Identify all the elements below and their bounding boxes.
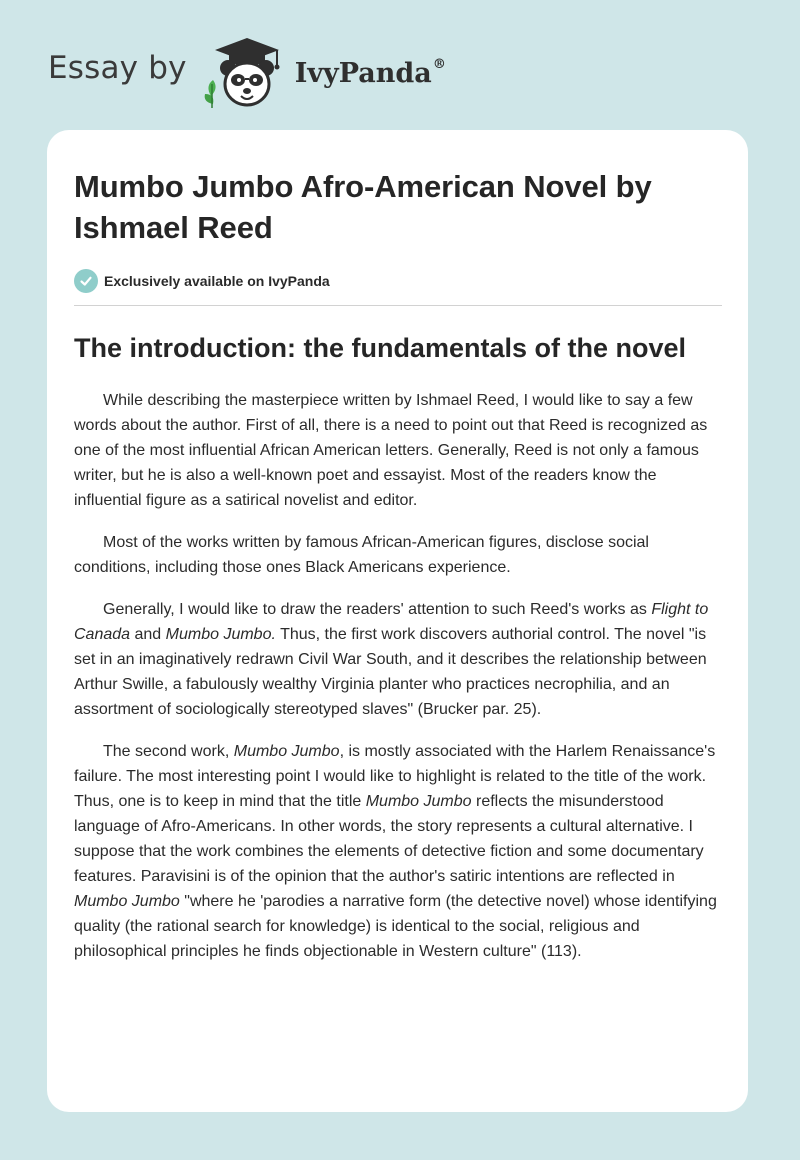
- brand-name-text: IvyPanda: [294, 58, 432, 89]
- ivypanda-logo-icon[interactable]: [201, 34, 293, 110]
- text-run: reflects the misunderstood language of Afro-Americans. In other words, the story represents a cultural alternative. I suppose that the work combines the elements of detective fiction and some documentary features. Paravisini is of the opinion that the author's satiric intentions are reflected in: [74, 793, 704, 885]
- essay-card: [47, 130, 748, 1112]
- book-title: Flight to Canada: [74, 601, 709, 643]
- paragraph-4: [74, 739, 722, 964]
- brand-name: [295, 57, 446, 89]
- book-title: Mumbo Jumbo: [365, 793, 472, 810]
- trademark-symbol: ®: [432, 57, 446, 72]
- text-run: "where he 'parodies a narrative form (the detective novel) whose identifying quality (the rational search for knowledge) is identical to the social, religious and philosophical principles he finds objectionable in Western culture" (113).: [74, 893, 717, 960]
- check-icon: [74, 269, 98, 293]
- text-run: , is mostly associated with the Harlem Renaissance's failure. The most interesting point I would like to highlight is related to the title of the work. Thus, one is to keep in mind that the title: [74, 743, 716, 810]
- book-title: Mumbo Jumbo: [233, 743, 340, 760]
- text-run: Thus, the first work discovers authorial control. The novel "is set in an imaginatively redrawn Civil War South, and it describes the relationship between Arthur Swille, a fabulously wealthy Virginia planter who practices necrophilia, and an assortment of sociologically stereotyped slaves" (Brucker par. 25).: [74, 626, 707, 718]
- page-title: Mumbo Jumbo Afro-American Novel by Ishmael Reed: [74, 169, 652, 245]
- paragraph-2: Most of the works written by famous African-American figures, disclose social conditions, including those ones Black Americans experience.: [74, 534, 649, 576]
- exclusive-badge: [74, 268, 722, 294]
- text-run: The second work,: [103, 743, 234, 760]
- divider: [74, 305, 722, 306]
- paragraph-3: [74, 597, 722, 722]
- book-title: Mumbo Jumbo.: [165, 626, 276, 643]
- site-header: [48, 34, 446, 110]
- book-title: Mumbo Jumbo: [74, 893, 180, 910]
- paragraph-1: While describing the masterpiece written by Ishmael Reed, I would like to say a few words about the author. First of all, there is a need to point out that Reed is recognized as one of the most influential African American letters. Generally, Reed is not only a famous writer, but he is also a well-known poet and essayist. Most of the readers know the influential figure as a satirical novelist and editor.: [74, 392, 708, 509]
- section-heading: The introduction: the fundamentals of the novel: [74, 333, 686, 363]
- badge-text: Exclusively available on IvyPanda: [104, 273, 330, 289]
- brand-prefix: Essay by: [48, 50, 187, 86]
- text-run: and: [130, 626, 166, 643]
- text-run: Generally, I would like to draw the readers' attention to such Reed's works as: [103, 601, 652, 618]
